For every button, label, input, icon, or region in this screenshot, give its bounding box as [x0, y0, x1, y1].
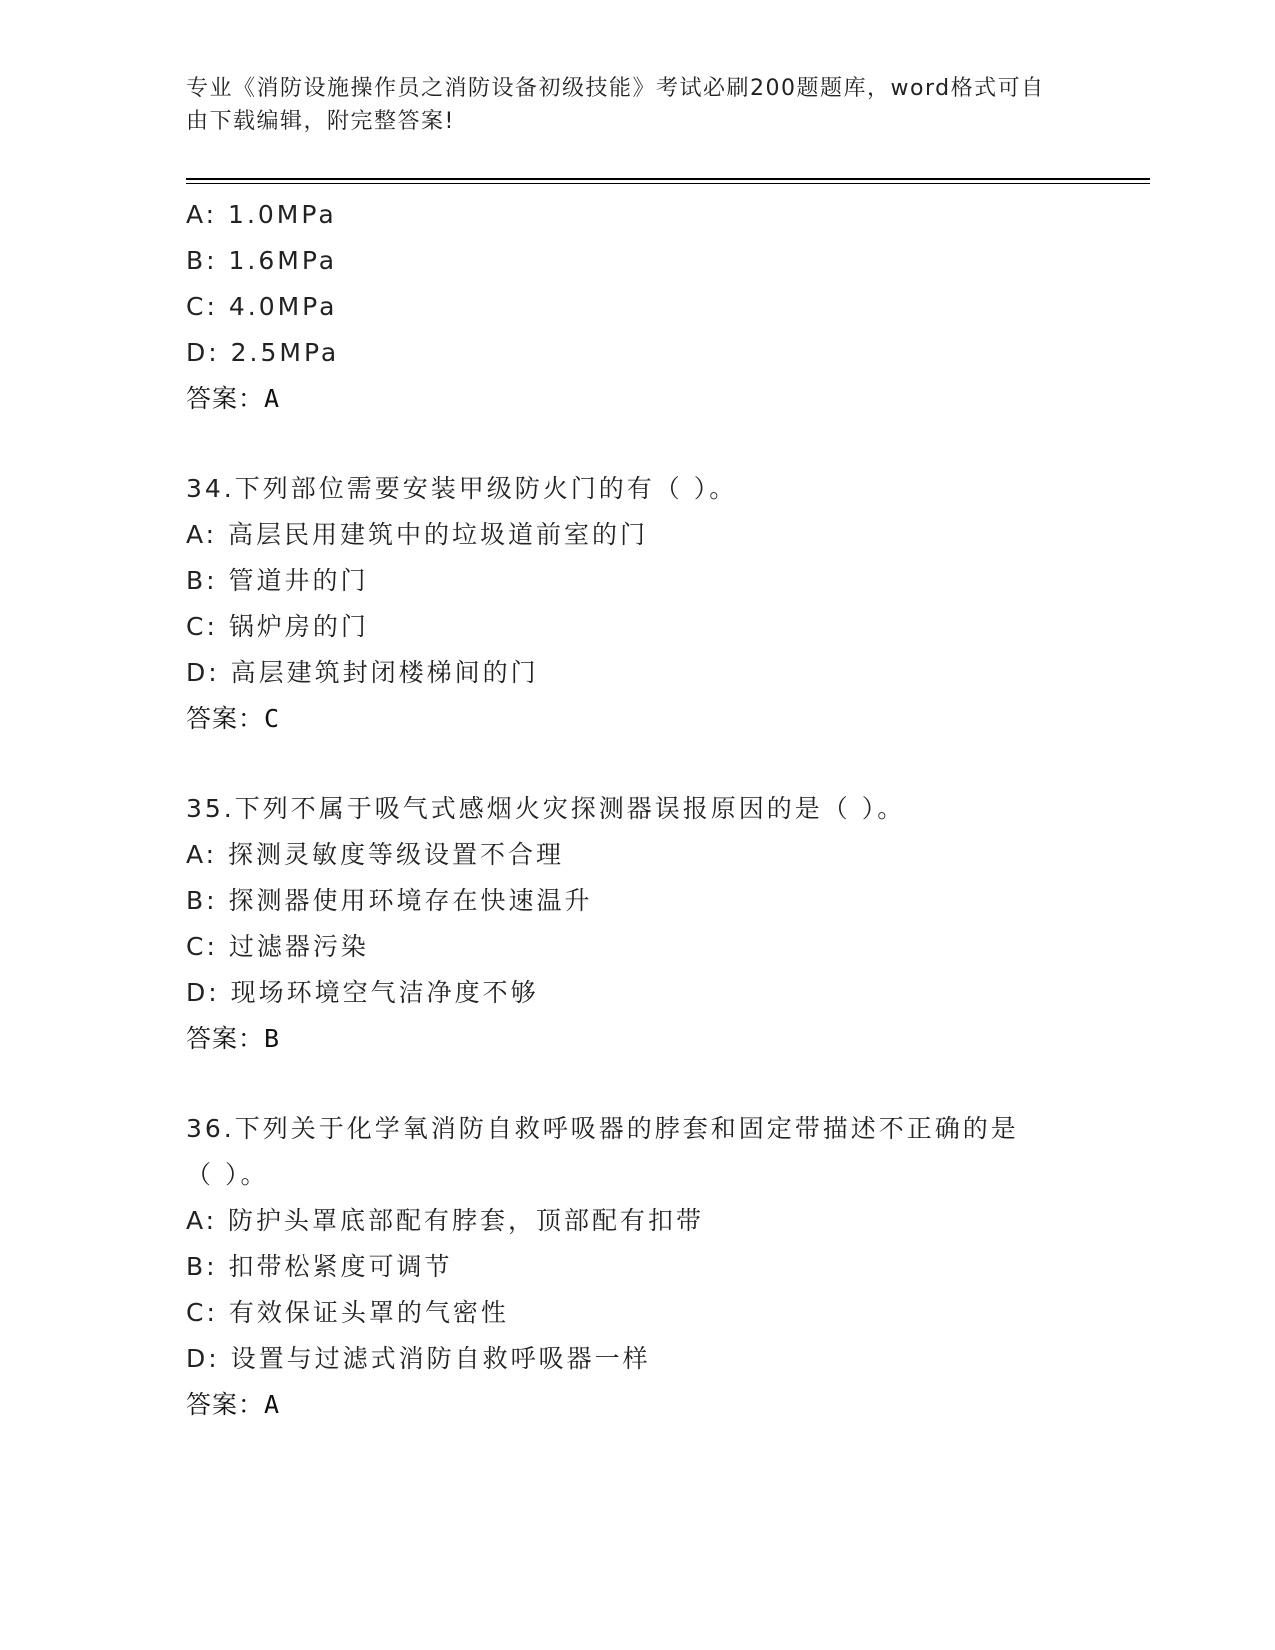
option-a: A: 防护头罩底部配有脖套，顶部配有扣带: [186, 1206, 705, 1235]
option-d: D: 高层建筑封闭楼梯间的门: [186, 658, 539, 687]
option-b: B: 管道井的门: [186, 566, 369, 595]
option-b: B: 扣带松紧度可调节: [186, 1252, 453, 1281]
question-block: [186, 466, 1086, 742]
option-c: C: 锅炉房的门: [186, 612, 369, 641]
question-text: 35.下列不属于吸气式感烟火灾探测器误报原因的是（ ）。: [186, 794, 906, 823]
option-a: A: 1.0MPa: [186, 200, 337, 229]
question-block: [186, 786, 1086, 1062]
document-header: 专业《消防设施操作员之消防设备初级技能》考试必刷200题题库，word格式可自由下载编辑，附完整答案!: [186, 76, 1045, 134]
answer-line: 答案：B: [186, 1024, 281, 1053]
header-divider-thin: [186, 183, 1150, 184]
answer-line: 答案：C: [186, 704, 281, 733]
question-text: 36.下列关于化学氧消防自救呼吸器的脖套和固定带描述不正确的是（ ）。: [186, 1114, 1019, 1189]
option-a: A: 探测灵敏度等级设置不合理: [186, 840, 565, 869]
answer-line: 答案：A: [186, 384, 281, 413]
header-divider-thick: [186, 178, 1150, 180]
option-c: C: 过滤器污染: [186, 932, 369, 961]
option-d: D: 2.5MPa: [186, 338, 340, 367]
option-b: B: 1.6MPa: [186, 246, 338, 275]
option-c: C: 4.0MPa: [186, 292, 338, 321]
option-c: C: 有效保证头罩的气密性: [186, 1298, 509, 1327]
option-d: D: 设置与过滤式消防自救呼吸器一样: [186, 1344, 651, 1373]
question-block: [186, 1106, 1086, 1428]
question-list: [186, 192, 1086, 1472]
question-text: 34.下列部位需要安装甲级防火门的有（ ）。: [186, 474, 738, 503]
answer-line: 答案：A: [186, 1390, 281, 1419]
option-a: A: 高层民用建筑中的垃圾道前室的门: [186, 520, 649, 549]
option-b: B: 探测器使用环境存在快速温升: [186, 886, 593, 915]
question-block: [186, 192, 1086, 422]
option-d: D: 现场环境空气洁净度不够: [186, 978, 539, 1007]
